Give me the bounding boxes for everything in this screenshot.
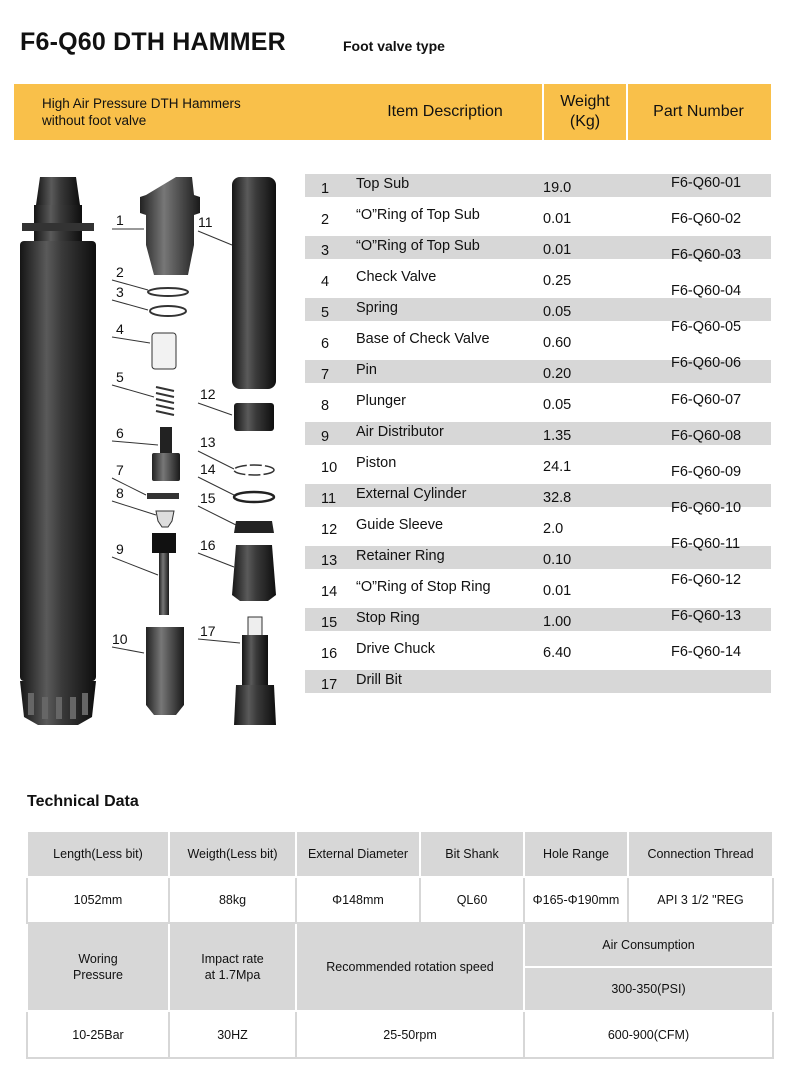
part-weight: 0.25	[543, 273, 572, 289]
air-consumption-cfm: 600-900(CFM)	[524, 1011, 773, 1058]
part-number-index: 6	[321, 336, 330, 352]
working-pressure-label: Woring Pressure	[27, 923, 169, 1011]
part-number-index: 14	[321, 584, 338, 600]
part-weight: 0.05	[543, 304, 572, 320]
part-description: Top Sub	[356, 176, 410, 192]
part-weight: 6.40	[543, 645, 572, 661]
diagram-label-6: 6	[116, 425, 124, 441]
part-description: External Cylinder	[356, 486, 467, 502]
diagram-label-15: 15	[200, 490, 216, 506]
part-number-index: 10	[321, 460, 338, 476]
tech-value-thread: API 3 1/2 "REG	[628, 877, 773, 923]
rotation-speed-label: Recommended rotation speed	[296, 923, 524, 1011]
part-weight: 2.0	[543, 521, 564, 537]
part-number: F6-Q60-10	[671, 500, 742, 516]
diagram-label-12: 12	[200, 386, 216, 402]
part-weight: 0.10	[543, 552, 572, 568]
part-number-index: 11	[321, 491, 337, 507]
part-description: “O”Ring of Top Sub	[356, 238, 480, 254]
hammer-type-label: High Air Pressure DTH Hammers without foot valve	[42, 96, 241, 128]
part-description: Retainer Ring	[356, 548, 445, 564]
tech-value-hole-range: Φ165-Φ190mm	[524, 877, 628, 923]
part-number: F6-Q60-13	[671, 608, 742, 624]
part-weight: 0.01	[543, 242, 572, 258]
part-weight: 19.0	[543, 180, 572, 196]
diagram-label-13: 13	[200, 434, 216, 450]
part-row	[305, 669, 771, 700]
part-number-index: 15	[321, 615, 338, 631]
diagram-label-7: 7	[116, 462, 124, 478]
diagram-label-1: 1	[116, 212, 124, 228]
part-weight: 0.60	[543, 335, 572, 351]
part-number-header: Part Number	[653, 103, 744, 120]
part-description: Piston	[356, 455, 397, 471]
part-number-index: 1	[321, 181, 330, 197]
tech-value-diameter: Φ148mm	[296, 877, 420, 923]
item-description-header: Item Description	[387, 103, 503, 120]
part-number-index: 7	[321, 367, 330, 383]
tech-header-length: Length(Less bit)	[27, 831, 169, 877]
page-title: F6-Q60 DTH HAMMER	[20, 28, 286, 56]
part-number-index: 16	[321, 646, 338, 662]
impact-rate-value: 30HZ	[169, 1011, 296, 1058]
tech-value-length: 1052mm	[27, 877, 169, 923]
tech-header-thread: Connection Thread	[628, 831, 773, 877]
part-weight: 0.05	[543, 397, 572, 413]
tech-header-hole-range: Hole Range	[524, 831, 628, 877]
tech-value-bit-shank: QL60	[420, 877, 524, 923]
diagram-label-5: 5	[116, 369, 124, 385]
diagram-label-9: 9	[116, 541, 124, 557]
part-number-index: 5	[321, 305, 330, 321]
part-number: F6-Q60-07	[671, 392, 742, 408]
diagram-label-17: 17	[200, 623, 216, 639]
part-number-index: 17	[321, 677, 338, 693]
part-description: Drive Chuck	[356, 641, 435, 657]
part-weight: 24.1	[543, 459, 572, 475]
diagram-label-2: 2	[116, 264, 124, 280]
part-number: F6-Q60-05	[671, 319, 742, 335]
part-number: F6-Q60-04	[671, 283, 742, 299]
tech-header-bit-shank: Bit Shank	[420, 831, 524, 877]
part-number-index: 4	[321, 274, 330, 290]
technical-data-table	[26, 830, 774, 1059]
assembled-hammer	[20, 177, 96, 725]
air-consumption-label: Air Consumption	[524, 923, 773, 967]
part-weight: 0.01	[543, 583, 572, 599]
part-number: F6-Q60-01	[671, 175, 742, 191]
part-number-index: 2	[321, 212, 330, 228]
part-description: “O”Ring of Stop Ring	[356, 579, 491, 595]
part-description: Guide Sleeve	[356, 517, 444, 533]
diagram-label-3: 3	[116, 284, 124, 300]
part-description: Drill Bit	[356, 672, 402, 688]
hammer-exploded-diagram	[8, 165, 298, 740]
working-pressure-value: 10-25Bar	[27, 1011, 169, 1058]
page-subtitle: Foot valve type	[343, 38, 445, 54]
diagram-label-10: 10	[112, 631, 128, 647]
part-number: F6-Q60-08	[671, 428, 742, 444]
tech-header-weight: Weigth(Less bit)	[169, 831, 296, 877]
part-number: F6-Q60-02	[671, 211, 742, 227]
part-description: Check Valve	[356, 269, 437, 285]
part-description: Spring	[356, 300, 398, 316]
part-description: Plunger	[356, 393, 406, 409]
tech-header-diameter: External Diameter	[296, 831, 420, 877]
part-number-index: 12	[321, 522, 338, 538]
diagram-label-4: 4	[116, 321, 124, 337]
diagram-label-14: 14	[200, 461, 216, 477]
part-weight: 1.00	[543, 614, 572, 630]
parts-table-header	[14, 84, 771, 140]
part-number: F6-Q60-06	[671, 355, 742, 371]
part-description: Stop Ring	[356, 610, 420, 626]
part-weight: 0.20	[543, 366, 572, 382]
part-number-index: 9	[321, 429, 330, 445]
part-weight: 0.01	[543, 211, 572, 227]
part-weight: 32.8	[543, 490, 572, 506]
technical-data-title: Technical Data	[27, 793, 139, 810]
part-number-index: 8	[321, 398, 330, 414]
diagram-label-11: 11	[198, 214, 213, 230]
part-description: Air Distributor	[356, 424, 444, 440]
part-number: F6-Q60-12	[671, 572, 742, 588]
tech-value-weight: 88kg	[169, 877, 296, 923]
air-consumption-psi: 300-350(PSI)	[524, 967, 773, 1011]
part-number: F6-Q60-09	[671, 464, 742, 480]
rotation-speed-value: 25-50rpm	[296, 1011, 524, 1058]
part-description: “O”Ring of Top Sub	[356, 207, 480, 223]
part-weight: 1.35	[543, 428, 572, 444]
part-number-index: 3	[321, 243, 330, 259]
part-number: F6-Q60-14	[671, 644, 742, 660]
part-description: Base of Check Valve	[356, 331, 490, 347]
part-description: Pin	[356, 362, 377, 378]
diagram-label-16: 16	[200, 537, 216, 553]
diagram-label-8: 8	[116, 485, 124, 501]
part-number-index: 13	[321, 553, 338, 569]
part-number: F6-Q60-11	[671, 536, 741, 552]
weight-header: Weight (Kg)	[560, 93, 610, 130]
part-number: F6-Q60-03	[671, 247, 742, 263]
impact-rate-label: Impact rate at 1.7Mpa	[169, 923, 296, 1011]
